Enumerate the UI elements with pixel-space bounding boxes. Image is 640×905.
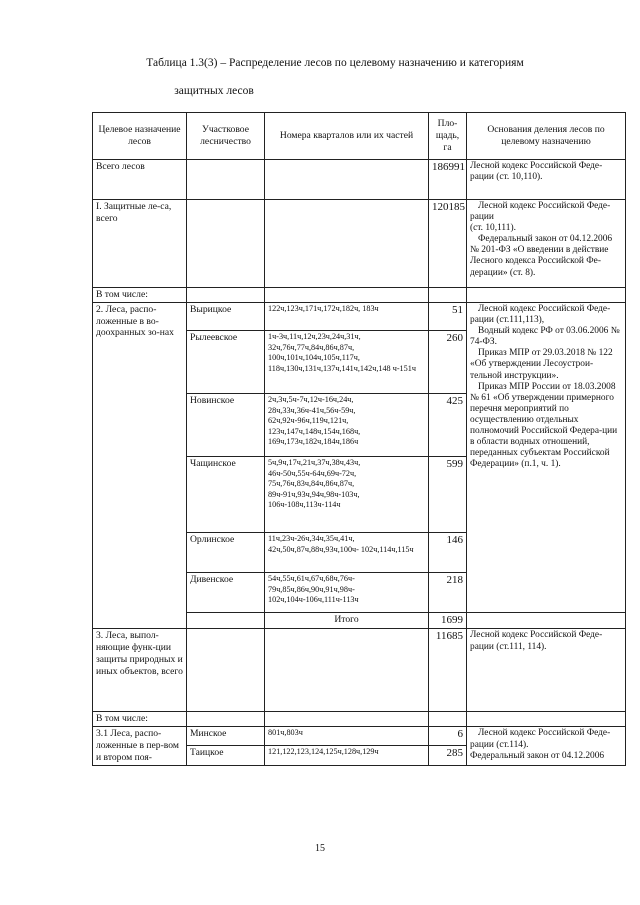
row-forestry: Вырицкое bbox=[187, 303, 265, 331]
row-purpose: Всего лесов bbox=[93, 160, 187, 200]
row-area: 285 bbox=[429, 746, 467, 765]
header-quarters: Номера кварталов или их частей bbox=[265, 113, 429, 160]
row-forestry: Таицкое bbox=[187, 746, 265, 765]
row-area: 51 bbox=[429, 303, 467, 331]
row-basis bbox=[467, 727, 626, 765]
table-row bbox=[93, 288, 626, 303]
row-quarters: 121,122,123,124,125ч,128ч,129ч bbox=[265, 746, 429, 765]
row-area: 146 bbox=[429, 533, 467, 573]
total-area: 1699 bbox=[429, 613, 467, 629]
row-subheading: В том числе: bbox=[93, 288, 187, 303]
header-basis: Основания деления лесов по целевому назначению bbox=[467, 113, 626, 160]
basis-line: Приказ МПР от 29.03.2018 № 122 «Об утверждении Лесоустрои-тельной инструкции». bbox=[470, 348, 613, 381]
table-row bbox=[93, 303, 626, 331]
page-number: 15 bbox=[315, 843, 325, 854]
header-area: Пло-щадь, га bbox=[429, 113, 467, 160]
row-area: 425 bbox=[429, 394, 467, 457]
row-purpose: 3.1 Леса, распо-ложенные в пер-вом и втором поя- bbox=[93, 727, 187, 765]
row-quarters: 122ч,123ч,171ч,172ч,182ч, 183ч bbox=[265, 303, 429, 331]
row-forestry bbox=[187, 160, 265, 200]
row-basis: Лесной кодекс Российской Феде-рации (ст.111, 114). bbox=[467, 629, 626, 712]
row-forestry: Чащинское bbox=[187, 457, 265, 533]
row-area: 218 bbox=[429, 573, 467, 613]
row-forestry: Новинское bbox=[187, 394, 265, 457]
row-purpose: 3. Леса, выпол-няющие функ-ции защиты природных и иных объектов, всего bbox=[93, 629, 187, 712]
table-row bbox=[93, 712, 626, 727]
row-area: 6 bbox=[429, 727, 467, 746]
row-basis: Лесной кодекс Российской Феде-рации (ст. 10,110). bbox=[467, 160, 626, 200]
header-purpose: Целевое назначение лесов bbox=[93, 113, 187, 160]
basis-line: Лесной кодекс Российской Феде-рации (ст.114). bbox=[470, 728, 611, 750]
row-purpose: I. Защитные ле-са, всего bbox=[93, 200, 187, 288]
table-row bbox=[93, 160, 626, 200]
row-forestry: Орлинское bbox=[187, 533, 265, 573]
table-title: Таблица 1.3(3) – Распределение лесов по целевому назначению и категориям bbox=[146, 57, 524, 69]
row-quarters: 2ч,3ч,5ч-7ч,12ч-16ч,24ч, 28ч,33ч,36ч-41ч,56ч-59ч, 62ч,92ч-96ч,119ч,121ч, 123ч,147ч,148ч,154ч,168ч, 169ч,173ч,182ч,184ч,186ч bbox=[265, 394, 429, 457]
row-basis bbox=[467, 200, 626, 288]
basis-line: Федеральный закон от 04.12.2006 № 201-ФЗ «О введении в действие Лесного кодекса Российской Фе-дерации» (ст. 8). bbox=[470, 234, 613, 278]
row-purpose: 2. Леса, распо-ложенные в во-доохранных зо-нах bbox=[93, 303, 187, 629]
row-quarters bbox=[265, 200, 429, 288]
table-title-line2: защитных лесов bbox=[174, 85, 254, 97]
row-forestry bbox=[187, 200, 265, 288]
table-row bbox=[93, 200, 626, 288]
row-quarters: 801ч,803ч bbox=[265, 727, 429, 746]
total-label: Итого bbox=[265, 613, 429, 629]
row-forestry: Дивенское bbox=[187, 573, 265, 613]
row-quarters bbox=[265, 160, 429, 200]
row-area: 186991 bbox=[429, 160, 467, 200]
table-row bbox=[93, 629, 626, 712]
table-header-row bbox=[93, 113, 626, 160]
basis-line: Водный кодекс РФ от 03.06.2006 № 74-ФЗ. bbox=[470, 326, 620, 348]
basis-line: Федеральный закон от 04.12.2006 bbox=[470, 750, 605, 761]
basis-line: Лесной кодекс Российской Феде-рации bbox=[470, 201, 611, 223]
row-basis bbox=[467, 303, 626, 613]
basis-line: (ст. 10,111). bbox=[470, 223, 516, 234]
row-quarters bbox=[265, 629, 429, 712]
header-forestry: Участковое лесничество bbox=[187, 113, 265, 160]
table-row bbox=[93, 727, 626, 746]
basis-line: Лесной кодекс Российской Феде-рации (ст.111,113), bbox=[470, 304, 611, 326]
row-area: 11685 bbox=[429, 629, 467, 712]
basis-line: Приказ МПР России от 18.03.2008 № 61 «Об утверждении примерного перечня мероприятий по осуществлению отдельных полномочий Российской Федера-ции в области водных отношений, переданных субъектам Российской Федерации» (п.1, ч. 1). bbox=[470, 381, 618, 470]
forests-table bbox=[92, 112, 626, 766]
row-forestry: Минское bbox=[187, 727, 265, 746]
row-forestry bbox=[187, 629, 265, 712]
row-quarters: 5ч,9ч,17ч,21ч,37ч,38ч,43ч, 46ч-50ч,55ч-64ч,69ч-72ч, 75ч,76ч,83ч,84ч,86ч,87ч, 89ч-91ч,93ч,94ч,98ч-103ч, 106ч-108ч,113ч-114ч bbox=[265, 457, 429, 533]
row-subheading: В том числе: bbox=[93, 712, 187, 727]
row-quarters: 1ч-3ч,11ч,12ч,23ч,24ч,31ч, 32ч,76ч,77ч,84ч,86ч,87ч, 100ч,101ч,104ч,105ч,117ч, 118ч,130ч,131ч,137ч,141ч,142ч,148 ч-151ч bbox=[265, 331, 429, 394]
row-area: 120185 bbox=[429, 200, 467, 288]
row-area: 599 bbox=[429, 457, 467, 533]
row-quarters: 54ч,55ч,61ч,67ч,68ч,76ч- 79ч,85ч,86ч,90ч,91ч,98ч- 102ч,104ч-106ч,111ч-113ч bbox=[265, 573, 429, 613]
row-forestry: Рылеевское bbox=[187, 331, 265, 394]
row-quarters: 11ч,23ч-26ч,34ч,35ч,41ч, 42ч,50ч,87ч,88ч,93ч,100ч- 102ч,114ч,115ч bbox=[265, 533, 429, 573]
row-area: 260 bbox=[429, 331, 467, 394]
